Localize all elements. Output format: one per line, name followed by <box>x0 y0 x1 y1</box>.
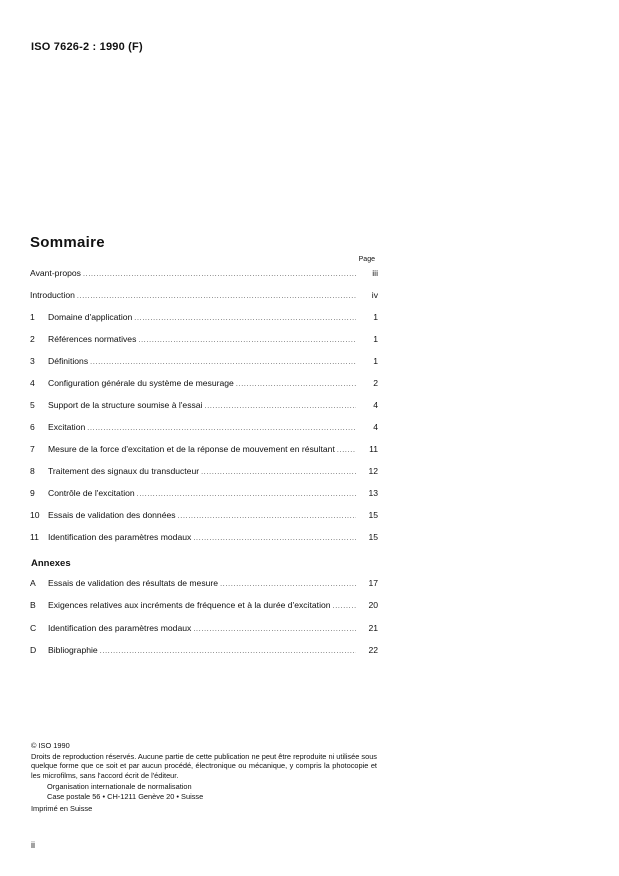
toc-annex-c <box>30 623 378 635</box>
leader-dots <box>205 401 357 413</box>
document-id: ISO 7626-2 : 1990 (F) <box>31 41 143 53</box>
toc-entry-label: Contrôle de l'excitation <box>48 488 135 498</box>
toc-entry-6 <box>30 422 378 434</box>
toc-entry-number: 11 <box>30 532 39 542</box>
toc-entry-number: 9 <box>30 488 35 498</box>
leader-dots <box>77 291 356 303</box>
leader-dots <box>100 646 356 658</box>
toc-annex-b <box>30 600 378 612</box>
toc-entry-number: 8 <box>30 466 35 476</box>
leader-dots <box>87 423 356 435</box>
toc-entry-number: 2 <box>30 334 35 344</box>
toc-entry-label: Domaine d'application <box>48 312 133 322</box>
toc-annex-d <box>30 645 378 657</box>
toc-entry-10 <box>30 510 378 522</box>
toc-entry-8 <box>30 466 378 478</box>
toc-entry-label: Introduction <box>30 290 75 300</box>
toc-entry-label: Configuration générale du système de mesurage <box>48 378 234 388</box>
toc-entry-number: A <box>30 578 36 588</box>
toc-entry-number: 7 <box>30 444 35 454</box>
toc-entry-number: 1 <box>30 312 35 322</box>
toc-entry-11 <box>30 532 378 544</box>
toc-entry-label: Identification des paramètres modaux <box>48 532 192 542</box>
leader-dots <box>193 533 356 545</box>
toc-entry-2 <box>30 334 378 346</box>
page-column-header: Page <box>358 256 375 263</box>
toc-entry-page: 21 <box>368 623 378 633</box>
toc-entry-page: 1 <box>373 356 378 366</box>
toc-entry-page: 15 <box>368 510 378 520</box>
leader-dots <box>193 624 356 636</box>
leader-dots <box>83 269 356 281</box>
toc-entry-7 <box>30 444 378 456</box>
toc-entry-5 <box>30 400 378 412</box>
toc-entry-number: 5 <box>30 400 35 410</box>
toc-entry-number: B <box>30 600 36 610</box>
toc-entry-label: Mesure de la force d'excitation et de la réponse de mouvement en résultant <box>48 444 335 454</box>
toc-title: Sommaire <box>30 234 105 251</box>
toc-entry-page: iii <box>372 268 378 278</box>
toc-entry-number: 10 <box>30 510 40 520</box>
toc-entry-label: Excitation <box>48 422 86 432</box>
toc-entry-page: 2 <box>373 378 378 388</box>
toc-entry-number: D <box>30 645 37 655</box>
toc-entry-page: 13 <box>368 488 378 498</box>
toc-annex-a <box>30 578 378 590</box>
organization-address: Case postale 56 • CH-1211 Genève 20 • Suisse <box>47 791 204 801</box>
organization-name: Organisation internationale de normalisation <box>47 782 192 792</box>
printed-in: Imprimé en Suisse <box>31 803 93 813</box>
toc-entry-introduction <box>30 290 378 302</box>
toc-entry-page: 12 <box>368 466 378 476</box>
leader-dots <box>138 335 356 347</box>
toc-entry-page: 22 <box>368 645 378 655</box>
toc-entry-label: Traitement des signaux du transducteur <box>48 466 200 476</box>
leader-dots <box>134 313 356 325</box>
toc-entry-label: Essais de validation des données <box>48 510 176 520</box>
toc-entry-avant-propos <box>30 268 378 280</box>
leader-dots <box>90 357 356 369</box>
toc-entry-3 <box>30 356 378 368</box>
toc-entry-number: 6 <box>30 422 35 432</box>
toc-entry-label: Références normatives <box>48 334 137 344</box>
leader-dots <box>220 579 356 591</box>
toc-entry-number: 3 <box>30 356 35 366</box>
toc-entry-1 <box>30 312 378 324</box>
annex-heading: Annexes <box>31 558 71 569</box>
leader-dots <box>178 511 356 523</box>
toc-entry-page: 20 <box>368 600 378 610</box>
toc-entry-page: 4 <box>373 422 378 432</box>
leader-dots <box>137 489 356 501</box>
toc-entry-label: Avant-propos <box>30 268 81 278</box>
toc-entry-label: Identification des paramètres modaux <box>48 623 192 633</box>
toc-entry-page: 1 <box>373 312 378 322</box>
copyright-block <box>31 741 377 813</box>
toc-entry-page: 11 <box>369 444 378 454</box>
toc-entry-label: Support de la structure soumise à l'essai <box>48 400 203 410</box>
toc-entry-page: 4 <box>373 400 378 410</box>
page-number: ii <box>31 840 35 850</box>
leader-dots <box>201 467 356 479</box>
leader-dots <box>333 601 356 613</box>
toc-entry-label: Bibliographie <box>48 645 98 655</box>
toc-entry-page: iv <box>371 290 378 300</box>
leader-dots <box>236 379 356 391</box>
toc-entry-4 <box>30 378 378 390</box>
toc-entry-label: Exigences relatives aux incréments de fréquence et à la durée d'excitation <box>48 600 331 610</box>
toc-entry-page: 17 <box>368 578 378 588</box>
toc-entry-number: C <box>30 623 37 633</box>
toc-entry-page: 15 <box>368 532 378 542</box>
toc-entry-number: 4 <box>30 378 35 388</box>
toc-entry-label: Essais de validation des résultats de mesure <box>48 578 219 588</box>
toc-entry-9 <box>30 488 378 500</box>
toc-entry-page: 1 <box>373 334 378 344</box>
toc-entry-label: Définitions <box>48 356 89 366</box>
leader-dots <box>337 445 356 457</box>
copyright-line: © ISO 1990 <box>31 741 70 750</box>
copyright-notice: Droits de reproduction réservés. Aucune partie de cette publication ne peut être reproduite ni utilisée sous quelque forme que ce soit et par aucun procédé, électronique ou mécanique, y compris la photocopie et les microfilms, sans l'accord écrit de l'éditeur. <box>31 751 377 780</box>
